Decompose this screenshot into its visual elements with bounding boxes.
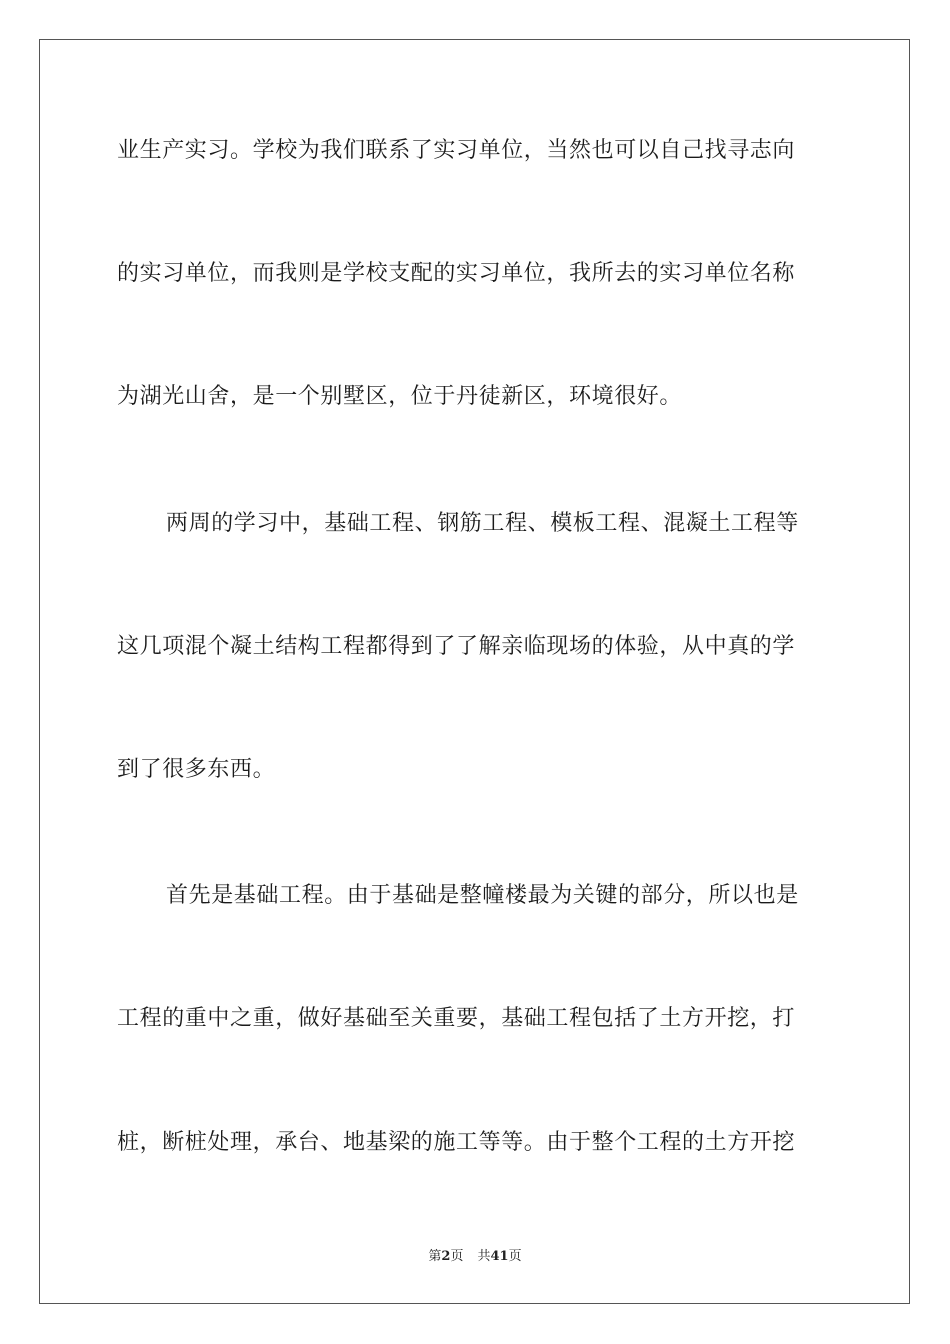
paragraph-line-7: 首先是基础工程。由于基础是整幢楼最为关键的部分，所以也是 bbox=[166, 883, 799, 908]
paragraph-line-8: 工程的重中之重，做好基础至关重要，基础工程包括了土方开挖，打 bbox=[117, 1006, 796, 1031]
paragraph-line-4: 两周的学习中，基础工程、钢筋工程、模板工程、混凝土工程等 bbox=[166, 511, 799, 536]
page-prefix: 第 bbox=[428, 1249, 442, 1264]
total-prefix: 共 bbox=[477, 1249, 491, 1264]
total-pages: 41 bbox=[490, 1249, 509, 1264]
paragraph-line-3: 为湖光山舍，是一个别墅区，位于丹徒新区，环境很好。 bbox=[117, 384, 683, 409]
page-number: 2 bbox=[441, 1249, 451, 1264]
paragraph-line-2: 的实习单位，而我则是学校支配的实习单位，我所去的实习单位名称 bbox=[117, 261, 796, 286]
page-suffix: 页 bbox=[450, 1249, 464, 1264]
paragraph-line-9: 桩，断桩处理，承台、地基梁的施工等等。由于整个工程的土方开挖 bbox=[117, 1130, 796, 1155]
page-border bbox=[39, 39, 910, 1304]
paragraph-line-6: 到了很多东西。 bbox=[117, 757, 276, 782]
paragraph-line-5: 这几项混个凝土结构工程都得到了了解亲临现场的体验，从中真的学 bbox=[117, 634, 796, 659]
paragraph-line-1: 业生产实习。学校为我们联系了实习单位，当然也可以自己找寻志向 bbox=[117, 138, 796, 163]
page-footer bbox=[0, 1248, 950, 1266]
total-suffix: 页 bbox=[508, 1249, 522, 1264]
